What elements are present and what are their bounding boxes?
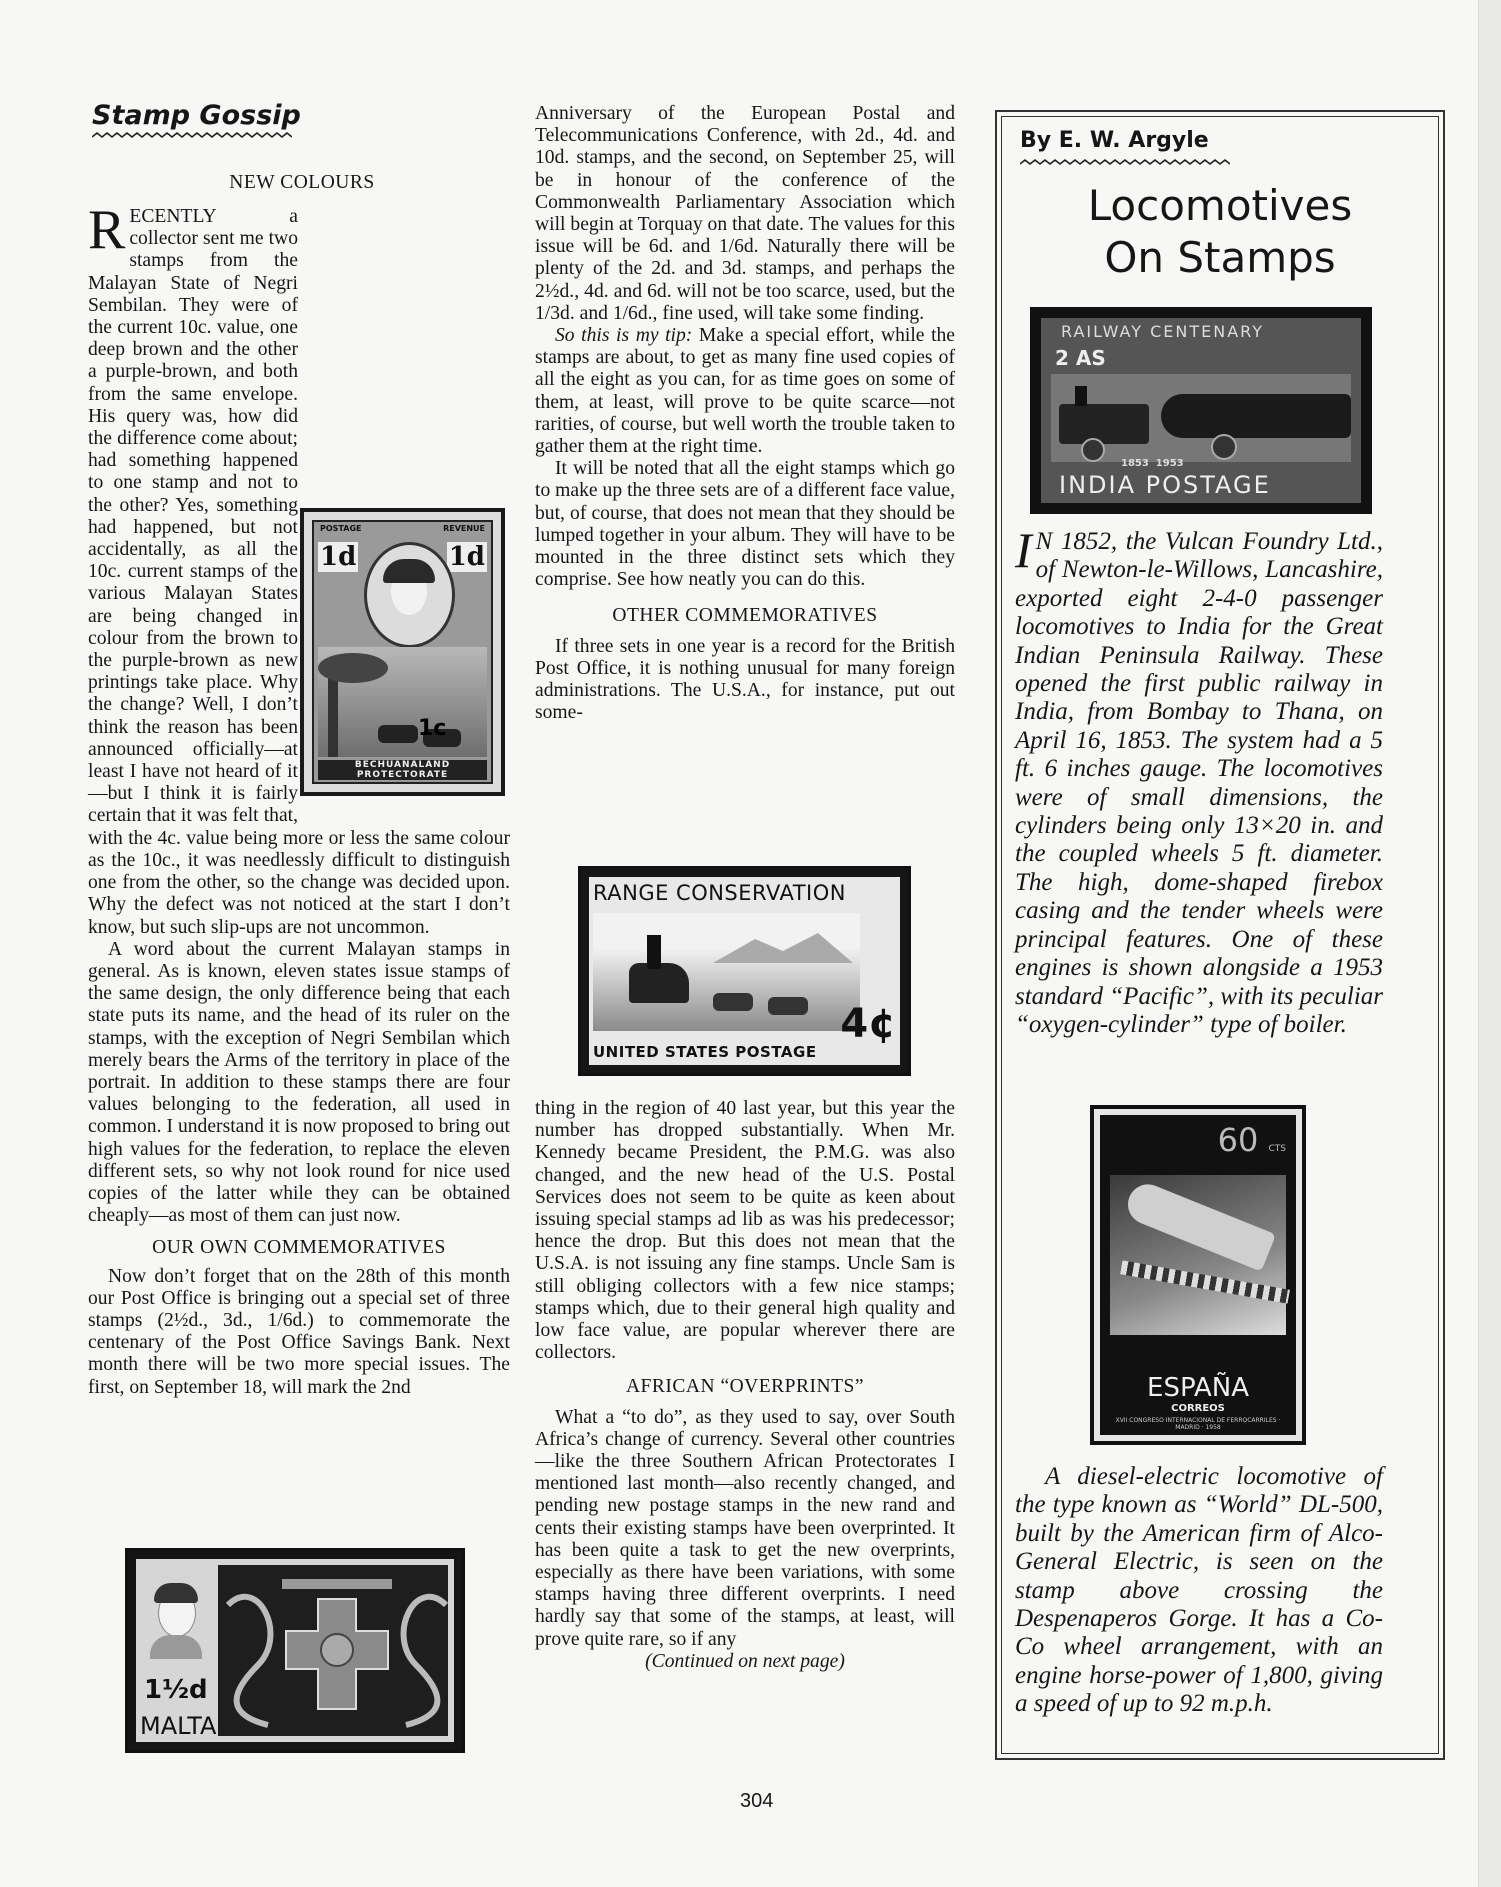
paragraph-malayan: A word about the current Malayan stamps in general. As is known, eleven states issue stamps of the same design, the only difference being that each state puts its name, and the head of its ruler on the stamps, with the exception of Negri Sembilan which merely bears the Arms of the territory in place of the portrait. In addition to these stamps there are four values belonging to the federation, all used in common. I understand it is now proposed to bring out high values for the federation, to replace the eleven different sets, so why not look round for nice used copies of the latter while they can be obtained cheaply—as most of them can just now. — [88, 938, 510, 1227]
page-number: 304 — [740, 1790, 774, 1812]
stamp-value-right: 1d — [448, 542, 485, 572]
article-title — [1005, 180, 1435, 284]
paragraph-eight-stamps: It will be noted that all the eight stamps which go to make up the three sets are of a different face value, but, of course, that does not mean that they should be lumped together in your album. They will have to be mounted in the three distinct sets which they comprise. See how neatly you can do this. — [535, 458, 955, 591]
stamp-title: RANGE CONSERVATION — [593, 881, 846, 905]
paragraph-other: If three sets in one year is a record for the British Post Office, it is nothing unusual for many foreign administrations. The U.S.A., for instance, put out some- — [535, 635, 955, 724]
stamp-sub: CORREOS — [1171, 1403, 1225, 1414]
paragraph-vulcan — [1015, 522, 1383, 1039]
subheading-our-own: OUR OWN COMMEMORATIVES — [152, 1237, 446, 1259]
stamp-caption: XVII CONGRESO INTERNACIONAL DE FERROCARRILES · MADRID · 1958 — [1115, 1417, 1281, 1431]
cowboy-scene — [593, 913, 860, 1031]
tip-text: Make a special effort, while the stamps are about, to get as many fine used copies of all the eight as you can, for as time goes on some of them, at least, will prove to be quite scarce—not rarities, of course, but well worth the trouble taken to gather them at the right time. — [535, 325, 956, 458]
stamp-value: 4¢ — [840, 1001, 896, 1047]
espana-stamp-image — [1090, 1105, 1306, 1445]
paragraph-text: ECENTLY a collector sent me two stamps from the Malayan State of Negri Sembilan. They were of the current 10c. value, one deep brown and the other a purple-brown, and both from the same envelope. His query was, how did the difference come about; had something happened to one stamp and not to the other? Yes, something had happened, but not accidentally, as all the 10c. current stamps of the various Malayan States are being changed in colour from the brown to the purple-brown as new printings take place. Why the change? Well, I don’t think the reason has been announced officially—at least I have not heard of it—but I think it is fairly certain that it was felt that, with the 4c. value being more or less the same colour as the 10c., it was needlessly difficult to distinguish one from the other, so the change was decided upon. Why the defect was not noticed at the start I don’t know, but such slip-ups are not uncommon. — [88, 206, 510, 938]
paragraph-tip — [535, 325, 955, 458]
squiggle-ornament — [92, 131, 292, 141]
stamp-value: 2 AS — [1055, 346, 1106, 370]
queen-portrait — [364, 542, 455, 648]
tip-label: So this is my tip: — [555, 325, 693, 347]
column-1-header — [92, 100, 512, 141]
paragraph-text: N 1852, the Vulcan Foundry Ltd., of Newton-le-Willows, Lancashire, exported eight 2-4-0 passenger locomotives to India for the Great Indian Peninsula Railway. These opened the first public railway in India, from Bombay to Thana, on April 16, 1853. The system had a 5 ft. 6 inches gauge. The locomotives were of small dimensions, the cylinders being only 13×20 in. and the coupled wheels 5 ft. diameter. The high, dome-shaped firebox casing and the tender wheels were principal features. One of these engines is shown alongside a 1953 standard “Pacific”, with its peculiar “oxygen-cylinder” type of boiler. — [1015, 528, 1383, 1038]
title-line-1: Locomotives — [1087, 181, 1353, 230]
continued-note: (Continued on next page) — [645, 1650, 845, 1672]
column-2-body-top — [535, 103, 955, 855]
section-title: Stamp Gossip — [92, 100, 301, 131]
article-byline: By E. W. Argyle — [1020, 128, 1209, 153]
stamp-country-name: ESPAÑA — [1147, 1373, 1249, 1403]
column-3-body-bottom — [1015, 1463, 1383, 1719]
queen-portrait — [146, 1579, 206, 1659]
paragraph-diesel: A diesel-electric locomotive of the type known as “World” DL-500, built by the American firm of Alco-General Electric, is seen on the stamp above crossing the Despenaperos Gorge. It has a Co-Co wheel arrangement, with an engine horse-power of 1,800, giving a speed of up to 92 m.p.h. — [1015, 1463, 1383, 1718]
stamp-label-revenue: REVENUE — [443, 524, 485, 533]
ornament-icon — [218, 1565, 456, 1735]
stamp-title: RAILWAY CENTENARY — [1061, 322, 1264, 341]
stamp-overprint-1c: 1c — [418, 716, 447, 741]
stamp-years: 1853 1953 — [1121, 458, 1184, 469]
drop-cap: R — [88, 199, 126, 261]
paragraph-usa: thing in the region of 40 last year, but this year the number has dropped substantially. When Mr. Kennedy became President, the P.M.G. was also changed, and the new head of the U.S. Postal Services does not seem to be quite as keen about issuing special stamps ad lib as was his predecessor; hence the drop. But this does not mean that the U.S.A. is not issuing any fine stamps. Uncle Sam is still obliging collectors with a few nice stamps; stamps which, due to their general high quality and low face value, are popular wherever there are collectors. — [535, 1098, 955, 1364]
drop-cap: I — [1015, 522, 1032, 578]
stamp-footer: UNITED STATES POSTAGE — [593, 1043, 817, 1061]
subheading-other: OTHER COMMEMORATIVES — [612, 605, 878, 627]
stamp-value: 1½d — [144, 1675, 208, 1705]
paragraph-african: What a “to do”, as they used to say, over South Africa’s change of currency. Several other countries—like the three Southern African Protectorates I mentioned last month—also recently changed, and pending new postage stamps in the new rand and cents their existing stamps have been overprinted. It has been quite a task to get the new overprints, especially as there have been variations, with some stamps having three different overprints. I need hardly say that some of the stamps, at least, will prove quite rare, so if any — [535, 1406, 955, 1650]
stamp-value — [1218, 1121, 1286, 1159]
stamp-country-name: BECHUANALAND PROTECTORATE — [318, 760, 487, 780]
paragraph-anniversary: Anniversary of the European Postal and Telecommunications Conference, with 2d., 4d. and 10d. stamps, and the second, on September 25, will be in honour of the conference of the Commonwealth Parliamentary Association which will begin at Torquay on that date. The values for this issue will be 6d. and 1/6d. Naturally there will be plenty of the 2d. and 3d. stamps, and perhaps the 2½d., 4d. and 6d. will not be too scarce, used, but the 1/3d. and 1/6d., fine used, will take some finding. — [535, 103, 955, 324]
title-line-2: On Stamps — [1104, 233, 1336, 282]
india-railway-stamp-image — [1030, 307, 1372, 514]
squiggle-ornament — [1020, 158, 1230, 168]
subheading-african: AFRICAN “OVERPRINTS” — [625, 1376, 865, 1398]
column-2-body-bottom — [535, 1098, 955, 1738]
malta-stamp-image — [125, 1548, 465, 1753]
value-text: 60 — [1217, 1121, 1259, 1159]
value-unit: CTS — [1268, 1144, 1286, 1154]
paragraph-our-own: Now don’t forget that on the 28th of this month our Post Office is bringing out a special set of three stamps (2½d., 3d., 1/6d.) to commemorate the centenary of the Post Office Savings Bank. Next month there will be two more special issues. The first, on September 18, will mark the 2nd — [88, 1265, 510, 1398]
column-3-body-top — [1015, 522, 1383, 1039]
stamp-label-postage: POSTAGE — [320, 524, 362, 533]
subheading-new-colours — [92, 172, 512, 194]
cattle-scene — [318, 647, 487, 757]
page-edge — [1478, 0, 1501, 1887]
stamp-country-name: MALTA — [140, 1712, 217, 1740]
gorge-scene — [1110, 1175, 1286, 1335]
bechuanaland-stamp-image — [300, 508, 505, 796]
george-cross-panel — [218, 1565, 448, 1736]
locomotives-scene — [1051, 374, 1351, 462]
stamp-value-left: 1d — [320, 542, 357, 572]
subheading-text: NEW COLOURS — [229, 172, 375, 193]
stamp-footer: INDIA POSTAGE — [1059, 471, 1271, 499]
range-conservation-stamp-image — [578, 866, 911, 1076]
